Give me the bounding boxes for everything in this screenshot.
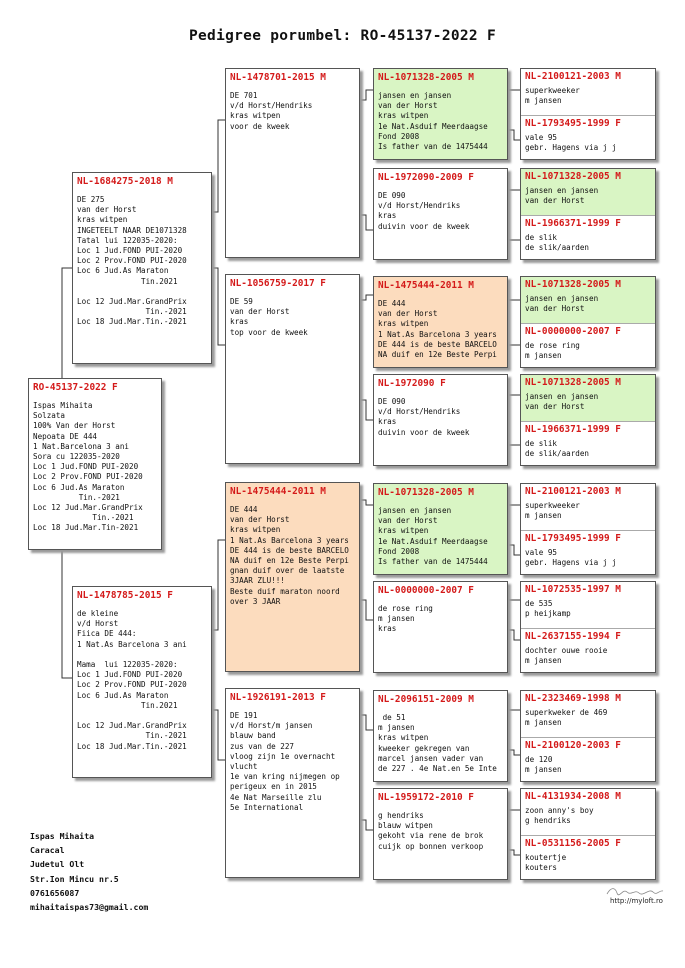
great-grandparent-card (373, 788, 508, 880)
pigeon-details: superkweeker m jansen (525, 86, 580, 106)
pigeon-details: zoon anny's boy g hendriks (525, 806, 594, 826)
pigeon-details: de kleine v/d Horst Fiica DE 444: 1 Nat.As Barcelona 3 ani Mama lui 122035-2020: Loc 1 Jud.FOND PUI-2020 Loc 2 Prov.FOND PUI-2020 Loc 6 Jud.As Maraton Tin.2021 Loc 12 Jud.Mar.GrandPrix Tin.-2021 Loc 18 Jud.Mar.Tin.-2021 (77, 609, 187, 751)
pigeon-details: de 51 m jansen kras witpen kweeker gekregen van marcel jansen vader van de 227 . 4e Nat.en 5e Inte (378, 713, 497, 774)
pigeon-details: koutertje kouters (525, 853, 567, 873)
ring-number: NL-1793495-1999 F (525, 118, 621, 129)
ring-number: NL-1071328-2005 M (378, 72, 474, 83)
pigeon-details: Ispas Mihaita Solzata 100% Van der Horst Nepoata DE 444 1 Nat.Barcelona 3 ani Sora cu 122035-2020 Loc 1 Jud.FOND PUI-2020 Loc 2 Prov.FOND PUI-2020 Loc 6 Jud.As Maraton Tin.-2021 Loc 12 Jud.Mar.GrandPrix Tin.-2021 Loc 18 Jud.Mar.Tin-2021 (33, 401, 143, 533)
pigeon-details: jansen en jansen van der Horst (525, 392, 599, 412)
pigeon-details: de slik de slik/aarden (525, 233, 590, 253)
subject-pigeon-card (28, 378, 162, 550)
pigeon-details: g hendriks blauw witpen gekoht via rene de brok cuijk op bonnen verkoop (378, 811, 484, 851)
ring-number: NL-4131934-2008 M (525, 791, 621, 802)
ring-number: RO-45137-2022 F (33, 382, 118, 393)
pigeon-details: vale 95 gebr. Hagens via j j (525, 133, 617, 153)
ring-number: NL-2637155-1994 F (525, 631, 621, 642)
dam-card (72, 586, 212, 778)
ring-number: NL-0531156-2005 F (525, 838, 621, 849)
sire-card (72, 172, 212, 364)
ring-number: NL-0000000-2007 F (525, 326, 621, 337)
great-grandparent-card (373, 68, 508, 160)
ring-number: NL-1071328-2005 M (525, 279, 621, 290)
gen4-pair-card (520, 68, 656, 160)
gen4-pair-card (520, 374, 656, 466)
ring-number: NL-1071328-2005 M (525, 377, 621, 388)
pigeon-details: vale 95 gebr. Hagens via j j (525, 548, 617, 568)
pigeon-details: DE 090 v/d Horst/Hendriks kras duivin voor de kweek (378, 397, 470, 437)
great-grandparent-card (373, 483, 508, 575)
ring-number: NL-1959172-2010 F (378, 792, 474, 803)
gen4-pair-card (520, 581, 656, 673)
pigeon-details: DE 275 van der Horst kras witpen INGETEELT NAAR DE1071328 Tatal lui 122035-2020: Loc 1 Jud.FOND PUI-2020 Loc 2 Prov.FOND PUI-2020 Loc 6 Jud.As Maraton Tin.2021 Loc 12 Jud.Mar.GrandPrix Tin.-2021 Loc 18 Jud.Mar.Tin.-2021 (77, 195, 187, 327)
owner-contact: Ispas Mihaita Caracal Judetul Olt Str.Ion Mincu nr.5 0761656087 mihaitaispas73@gmail.com (30, 831, 149, 913)
ring-number: NL-1684275-2018 M (77, 176, 173, 187)
signature-logo (605, 885, 665, 897)
pigeon-details: DE 090 v/d Horst/Hendriks kras duivin voor de kweek (378, 191, 470, 231)
pigeon-details: de slik de slik/aarden (525, 439, 590, 459)
pigeon-details: DE 59 van der Horst kras top voor de kweek (230, 297, 308, 337)
ring-number: NL-1793495-1999 F (525, 533, 621, 544)
grandparent-card (225, 274, 360, 464)
grandparent-card (225, 688, 360, 878)
ring-number: NL-1478701-2015 M (230, 72, 326, 83)
gen4-pair-card (520, 690, 656, 782)
pigeon-details: jansen en jansen van der Horst (525, 186, 599, 206)
pigeon-details: superkweker de 469 m jansen (525, 708, 608, 728)
pigeon-details: dochter ouwe rooie m jansen (525, 646, 608, 666)
ring-number: NL-1972090 F (378, 378, 446, 389)
pigeon-details: DE 444 van der Horst kras witpen 1 Nat.As Barcelona 3 years DE 444 is de beste BARCELO NA duif en 12e Beste Perpi gnan duif over de laatste 3JAAR ZLU!!! Beste duif maraton noord over 3 JAAR (230, 505, 349, 606)
great-grandparent-card (373, 690, 508, 782)
ring-number: NL-2100121-2003 M (525, 71, 621, 82)
ring-number: NL-1475444-2011 M (230, 486, 326, 497)
ring-number: NL-2096151-2009 M (378, 694, 474, 705)
page-title: Pedigree porumbel: RO-45137-2022 F (188, 28, 496, 44)
great-grandparent-card (373, 374, 508, 466)
ring-number: NL-2100121-2003 M (525, 486, 621, 497)
ring-number: NL-0000000-2007 F (378, 585, 474, 596)
gen4-pair-card (520, 168, 656, 260)
pigeon-details: jansen en jansen van der Horst kras witpen 1e Nat.Asduif Meerdaagse Fond 2008 Is father van de 1475444 (378, 506, 488, 567)
pigeon-details: superkweeker m jansen (525, 501, 580, 521)
pigeon-details: de rose ring m jansen kras (378, 604, 433, 634)
gen4-pair-card (520, 788, 656, 880)
ring-number: NL-1478785-2015 F (77, 590, 173, 601)
ring-number: NL-1966371-1999 F (525, 424, 621, 435)
pigeon-details: jansen en jansen van der Horst (525, 294, 599, 314)
ring-number: NL-1071328-2005 M (525, 171, 621, 182)
ring-number: NL-1972090-2009 F (378, 172, 474, 183)
great-grandparent-card (373, 581, 508, 673)
pigeon-details: de 535 p heijkamp (525, 599, 571, 619)
ring-number: NL-1071328-2005 M (378, 487, 474, 498)
great-grandparent-card (373, 276, 508, 368)
pigeon-details: jansen en jansen van der Horst kras witpen 1e Nat.Asduif Meerdaagse Fond 2008 Is father van de 1475444 (378, 91, 488, 152)
pigeon-details: DE 701 v/d Horst/Hendriks kras witpen voor de kweek (230, 91, 313, 131)
grandparent-card (225, 68, 360, 258)
pigeon-details: DE 444 van der Horst kras witpen 1 Nat.As Barcelona 3 years DE 444 is de beste BARCELO NA duif en 12e Beste Perpi (378, 299, 497, 360)
ring-number: NL-1926191-2013 F (230, 692, 326, 703)
gen4-pair-card (520, 276, 656, 368)
pigeon-details: DE 191 v/d Horst/m jansen blauw band zus van de 227 vloog zijn 1e overnacht vlucht 1e van kring nijmegen op perigeux en in 2015 4e Nat Marseille zlu 5e International (230, 711, 340, 812)
pigeon-details: de 120 m jansen (525, 755, 562, 775)
ring-number: NL-2323469-1998 M (525, 693, 621, 704)
gen4-pair-card (520, 483, 656, 575)
ring-number: NL-1966371-1999 F (525, 218, 621, 229)
ring-number: NL-1475444-2011 M (378, 280, 474, 291)
ring-number: NL-1072535-1997 M (525, 584, 621, 595)
great-grandparent-card (373, 168, 508, 260)
ring-number: NL-2100120-2003 F (525, 740, 621, 751)
ring-number: NL-1056759-2017 F (230, 278, 326, 289)
pigeon-details: de rose ring m jansen (525, 341, 580, 361)
website-link[interactable]: http://myloft.ro (610, 897, 663, 905)
grandparent-card (225, 482, 360, 672)
